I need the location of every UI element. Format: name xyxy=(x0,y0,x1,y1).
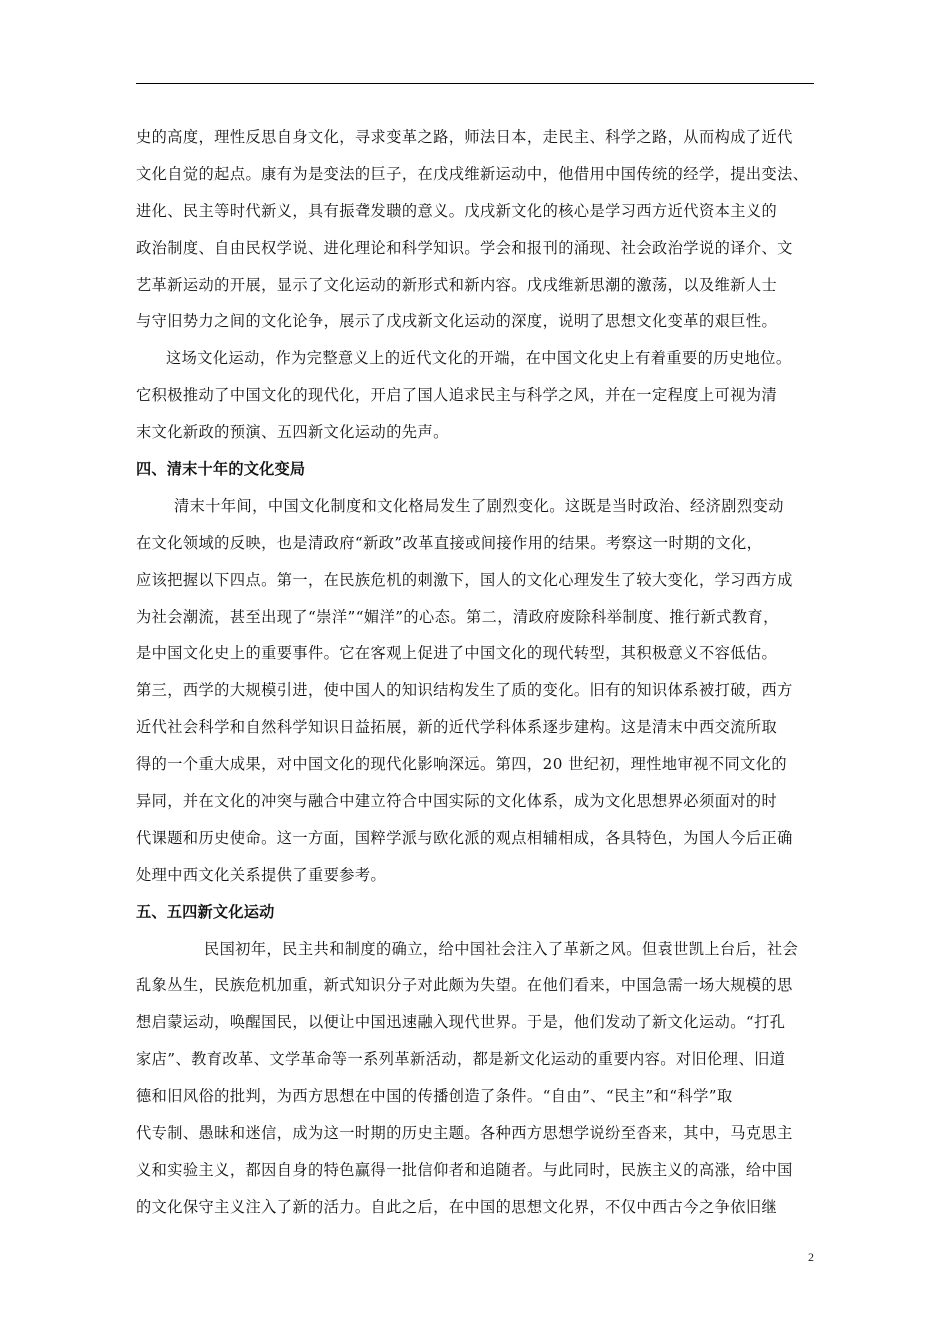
text-line: 第三，西学的大规模引进，使中国人的知识结构发生了质的变化。旧有的知识体系被打破，西方 xyxy=(136,681,793,700)
text-line: 处理中西文化关系提供了重要参考。 xyxy=(136,865,387,884)
text-line: 代课题和历史使命。这一方面，国粹学派与欧化派的观点相辅相成，各具特色，为国人今后正确 xyxy=(136,828,793,847)
text-line: 得的一个重大成果，对中国文化的现代化影响深远。第四，20 世纪初，理性地审视不同文化的 xyxy=(136,755,788,774)
text-line: 乱象丛生，民族危机加重，新式知识分子对此颇为失望。在他们看来，中国急需一场大规模的思 xyxy=(136,976,793,995)
text-line: 是中国文化史上的重要事件。它在客观上促进了中国文化的现代转型，其积极意义不容低估。 xyxy=(136,644,778,663)
text-line: 它积极推动了中国文化的现代化，开启了国人追求民主与科学之风，并在一定程度上可视为清 xyxy=(136,386,778,405)
document-body xyxy=(136,119,816,1226)
text-line: 的文化保守主义注入了新的活力。自此之后，在中国的思想文化界，不仅中西古今之争依旧继 xyxy=(136,1197,778,1216)
text-line: 义和实验主义，都因自身的特色赢得一批信仰者和追随者。与此同时，民族主义的高涨，给中国 xyxy=(136,1160,793,1179)
text-line: 异同，并在文化的冲突与融合中建立符合中国实际的文化体系，成为文化思想界必须面对的时 xyxy=(136,792,778,811)
text-line: 清末十年间，中国文化制度和文化格局发生了剧烈变化。这既是当时政治、经济剧烈变动 xyxy=(174,496,784,515)
text-line: 近代社会科学和自然科学知识日益拓展，新的近代学科体系逐步建构。这是清末中西交流所取 xyxy=(136,718,778,737)
text-line: 艺革新运动的开展，显示了文化运动的新形式和新内容。戊戌维新思潮的激荡，以及维新人士 xyxy=(136,275,778,294)
text-line: 文化自觉的起点。康有为是变法的巨子，在戊戌维新运动中，他借用中国传统的经学，提出变法、 xyxy=(136,164,809,183)
text-line: 与守旧势力之间的文化论争，展示了戊戌新文化运动的深度，说明了思想文化变革的艰巨性。 xyxy=(136,312,778,331)
text-line: 代专制、愚昧和迷信，成为这一时期的历史主题。各种西方思想学说纷至沓来，其中，马克思主 xyxy=(136,1124,793,1143)
text-line: 这场文化运动，作为完整意义上的近代文化的开端，在中国文化史上有着重要的历史地位。 xyxy=(166,349,792,368)
text-line: 应该把握以下四点。第一，在民族危机的刺激下，国人的文化心理发生了较大变化，学习西方成 xyxy=(136,570,793,589)
text-line: 史的高度，理性反思自身文化，寻求变革之路，师法日本，走民主、科学之路，从而构成了近代 xyxy=(136,128,793,146)
header-rule xyxy=(136,83,814,84)
text-line: 在文化领域的反映，也是清政府“新政”改革直接或间接作用的结果。考察这一时期的文化， xyxy=(136,533,763,552)
text-line: 家店”、教育改革、文学革命等一系列革新活动，都是新文化运动的重要内容。对旧伦理、旧道 xyxy=(136,1050,786,1069)
text-line: 想启蒙运动，唤醒国民，以便让中国迅速融入现代世界。于是，他们发动了新文化运动。“打孔 xyxy=(136,1013,786,1032)
text-line: 为社会潮流，甚至出现了“崇洋”“媚洋”的心态。第二，清政府废除科举制度、推行新式教育， xyxy=(136,607,779,626)
text-line: 德和旧风俗的批判，为西方思想在中国的传播创造了条件。“自由”、“民主”和“科学”取 xyxy=(136,1087,733,1106)
section-heading: 四、清末十年的文化变局 xyxy=(136,460,306,479)
text-line: 政治制度、自由民权学说、进化理论和科学知识。学会和报刊的涌现、社会政治学说的译介、文 xyxy=(136,238,793,257)
text-line: 进化、民主等时代新义，具有振聋发聩的意义。戊戌新文化的核心是学习西方近代资本主义的 xyxy=(136,201,778,220)
section-heading: 五、五四新文化运动 xyxy=(136,902,275,921)
text-line: 民国初年，民主共和制度的确立，给中国社会注入了革新之风。但袁世凯上台后，社会 xyxy=(204,939,799,958)
page-number: 2 xyxy=(808,1250,814,1264)
text-line: 末文化新政的预演、五四新文化运动的先声。 xyxy=(136,423,449,442)
